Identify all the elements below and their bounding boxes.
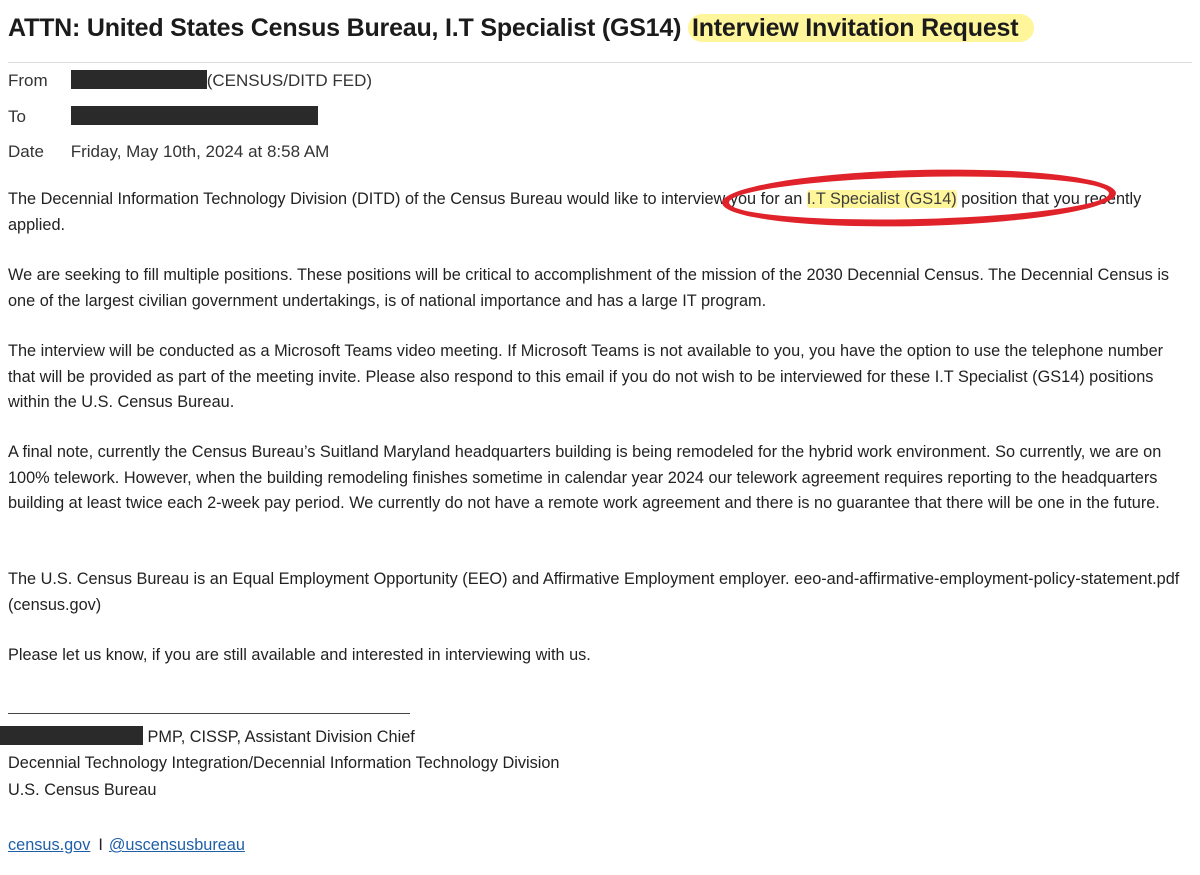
- from-label: From: [8, 71, 48, 90]
- header-divider: [8, 62, 1192, 63]
- date-row: [8, 142, 329, 162]
- signature-links: [8, 836, 245, 855]
- body-paragraph-5: The U.S. Census Bureau is an Equal Employment Opportunity (EEO) and Affirmative Employment employer. eeo-and-affirmative-employment-policy-statement.pdf (census.gov): [8, 570, 1180, 614]
- body-paragraph-1: [8, 187, 1192, 238]
- subject-text: ATTN: United States Census Bureau, I.T Specialist (GS14): [8, 14, 682, 42]
- signature-divider: [8, 713, 410, 714]
- to-row: [8, 106, 318, 127]
- redacted-sender-name: [71, 70, 207, 89]
- from-value: (CENSUS/DITD FED): [206, 71, 373, 90]
- census-gov-link[interactable]: census.gov: [8, 836, 91, 854]
- to-label: To: [8, 107, 26, 126]
- redacted-recipient: [71, 106, 318, 125]
- uscensusbureau-link[interactable]: @uscensusbureau: [108, 836, 245, 854]
- from-row: [8, 70, 372, 91]
- redacted-signer-name: [0, 726, 143, 745]
- body-paragraph-3: The interview will be conducted as a Microsoft Teams video meeting. If Microsoft Teams is not available to you, you have the option to use the telephone number that will be provided as part of the meeting invite. Please also respond to this email if you do not wish to be interviewed for these I.T Specialist (GS14) positions within the U.S. Census Bureau.: [8, 342, 1164, 411]
- date-value: Friday, May 10th, 2024 at 8:58 AM: [70, 142, 330, 161]
- signature-org: U.S. Census Bureau: [8, 781, 157, 799]
- body-paragraph-2: We are seeking to fill multiple positions. These positions will be critical to accomplishment of the mission of the 2030 Decennial Census. The Decennial Census is one of the largest civilian government undertakings, is of national importance and has a large IT program.: [8, 266, 1170, 310]
- signature-title: PMP, CISSP, Assistant Division Chief: [147, 728, 415, 746]
- email-subject: [8, 14, 1034, 43]
- p1-text-start: The Decennial Information Technology Division (DITD) of the Census Bureau would like to interview you for an: [8, 190, 807, 208]
- position-highlight: I.T Specialist (GS14): [806, 190, 957, 208]
- p1-text-end: position that you recently applied.: [8, 190, 1142, 234]
- date-label: Date: [8, 142, 44, 161]
- signature-division: Decennial Technology Integration/Decennial Information Technology Division: [8, 754, 560, 772]
- signature-title-row: [0, 726, 415, 747]
- body-paragraph-4: A final note, currently the Census Bureau’s Suitland Maryland headquarters building is being remodeled for the hybrid work environment. So currently, we are on 100% telework. However, when the building remodeling finishes sometime in calendar year 2024 our telework agreement requires reporting to the headquarters building at least twice each 2-week pay period. We currently do not have a remote work agreement and there is no guarantee that there will be one in the future.: [8, 443, 1162, 512]
- subject-highlight: Interview Invitation Request: [688, 14, 1034, 42]
- body-paragraph-6: Please let us know, if you are still available and interested in interviewing with us.: [8, 646, 591, 664]
- link-separator: I: [98, 836, 103, 854]
